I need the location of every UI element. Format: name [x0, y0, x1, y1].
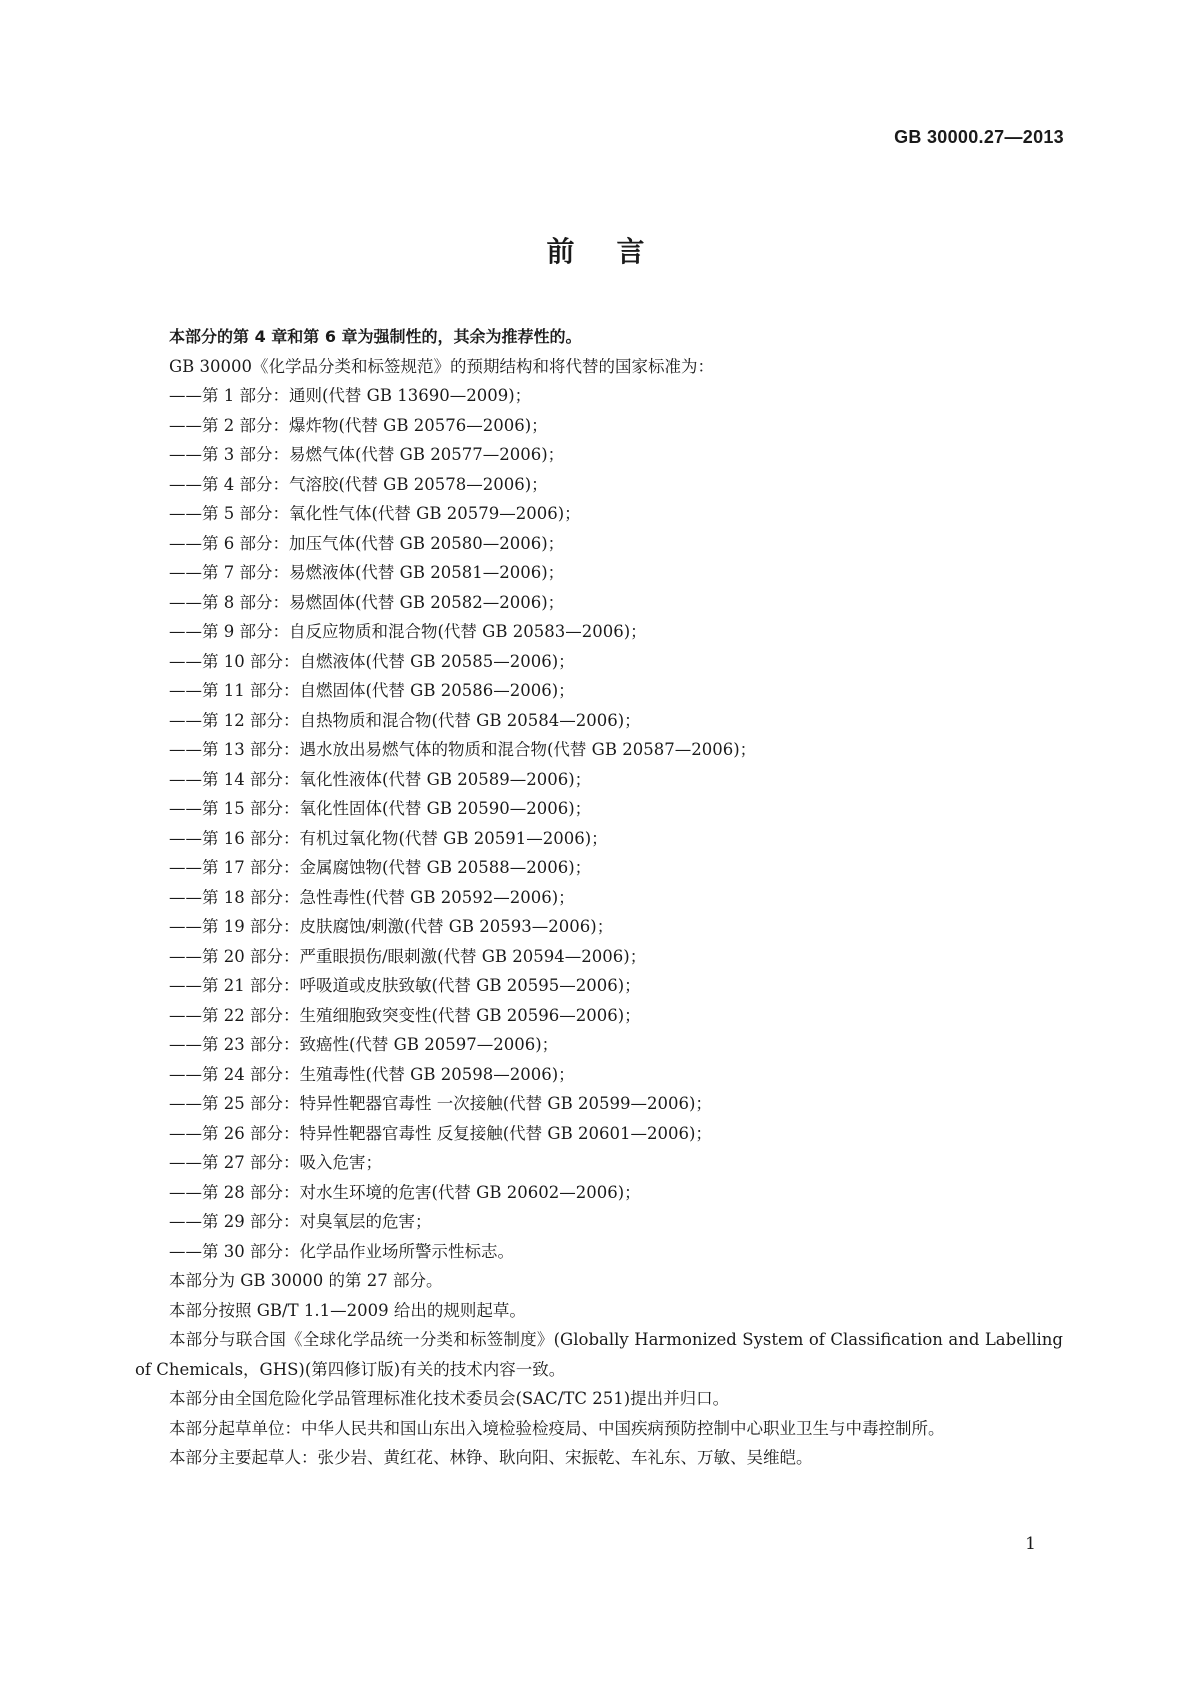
list-item: ——第 23 部分：致癌性(代替 GB 20597—2006)；	[169, 1035, 559, 1054]
list-item: ——第 17 部分：金属腐蚀物(代替 GB 20588—2006)；	[169, 858, 592, 877]
standard-code: GB 30000.27—2013	[894, 127, 1064, 147]
list-item: ——第 28 部分：对水生环境的危害(代替 GB 20602—2006)；	[169, 1182, 641, 1202]
list-item: ——第 12 部分：自热物质和混合物(代替 GB 20584—2006)；	[169, 710, 641, 730]
page-title: 前言	[546, 235, 687, 268]
list-item: ——第 2 部分：爆炸物(代替 GB 20576—2006)；	[169, 415, 548, 435]
drafting-organizations: 本部分起草单位：中华人民共和国山东出入境检验检疫局、中国疾病预防控制中心职业卫生与中毒控制所。	[169, 1418, 945, 1438]
list-item: ——第 9 部分：自反应物质和混合物(代替 GB 20583—2006)；	[169, 622, 647, 641]
list-item: ——第 11 部分：自燃固体(代替 GB 20586—2006)；	[169, 681, 575, 700]
foreword-body	[135, 322, 1063, 1473]
proposer-statement: 本部分由全国危险化学品管理标准化技术委员会(SAC/TC 251)提出并归口。	[169, 1389, 730, 1408]
drafters: 本部分主要起草人：张少岩、黄红花、林铮、耿向阳、宋振乾、车礼东、万敏、吴维皑。	[169, 1448, 813, 1467]
list-item: ——第 1 部分：通则(代替 GB 13690—2009)；	[169, 386, 532, 405]
ghs-consistency: 本部分与联合国《全球化学品统一分类和标签制度》(Globally Harmonized System of Classification and Labelling of Chemicals，GHS)(第四修订版)有关的技术内容一致。	[135, 1330, 1063, 1379]
list-item: ——第 15 部分：氧化性固体(代替 GB 20590—2006)；	[169, 799, 592, 818]
list-item: ——第 8 部分：易燃固体(代替 GB 20582—2006)；	[169, 592, 565, 612]
list-item: ——第 4 部分：气溶胶(代替 GB 20578—2006)；	[169, 474, 548, 494]
parts-list	[135, 381, 1063, 1266]
list-item: ——第 25 部分：特异性靶器官毒性 一次接触(代替 GB 20599—2006)；	[169, 1094, 712, 1113]
list-item: ——第 19 部分：皮肤腐蚀/刺激(代替 GB 20593—2006)；	[169, 917, 614, 936]
list-item: ——第 16 部分：有机过氧化物(代替 GB 20591—2006)；	[169, 828, 608, 848]
list-item: ——第 10 部分：自燃液体(代替 GB 20585—2006)；	[169, 651, 575, 671]
list-item: ——第 14 部分：氧化性液体(代替 GB 20589—2006)；	[169, 769, 592, 789]
list-item: ——第 20 部分：严重眼损伤/眼刺激(代替 GB 20594—2006)；	[169, 946, 647, 966]
list-item: ——第 22 部分：生殖细胞致突变性(代替 GB 20596—2006)；	[169, 1005, 641, 1025]
list-item: ——第 5 部分：氧化性气体(代替 GB 20579—2006)；	[169, 504, 581, 523]
list-item: ——第 3 部分：易燃气体(代替 GB 20577—2006)；	[169, 445, 565, 464]
list-item: ——第 27 部分：吸入危害；	[169, 1153, 382, 1172]
list-item: ——第 29 部分：对臭氧层的危害；	[169, 1212, 432, 1231]
part-statement: 本部分为 GB 30000 的第 27 部分。	[169, 1271, 443, 1290]
mandatory-note: 本部分的第 4 章和第 6 章为强制性的，其余为推荐性的。	[169, 327, 582, 346]
structure-intro: GB 30000《化学品分类和标签规范》的预期结构和将代替的国家标准为：	[169, 356, 715, 376]
list-item: ——第 30 部分：化学品作业场所警示性标志。	[169, 1241, 514, 1261]
list-item: ——第 7 部分：易燃液体(代替 GB 20581—2006)；	[169, 563, 565, 582]
list-item: ——第 21 部分：呼吸道或皮肤致敏(代替 GB 20595—2006)；	[169, 976, 641, 995]
list-item: ——第 26 部分：特异性靶器官毒性 反复接触(代替 GB 20601—2006)；	[169, 1123, 712, 1143]
list-item: ——第 6 部分：加压气体(代替 GB 20580—2006)；	[169, 533, 565, 553]
drafting-rules: 本部分按照 GB/T 1.1—2009 给出的规则起草。	[169, 1300, 526, 1320]
list-item: ——第 24 部分：生殖毒性(代替 GB 20598—2006)；	[169, 1064, 575, 1084]
list-item: ——第 18 部分：急性毒性(代替 GB 20592—2006)；	[169, 887, 575, 907]
page-number: 1	[1025, 1534, 1036, 1554]
list-item: ——第 13 部分：遇水放出易燃气体的物质和混合物(代替 GB 20587—2006)；	[169, 740, 757, 759]
